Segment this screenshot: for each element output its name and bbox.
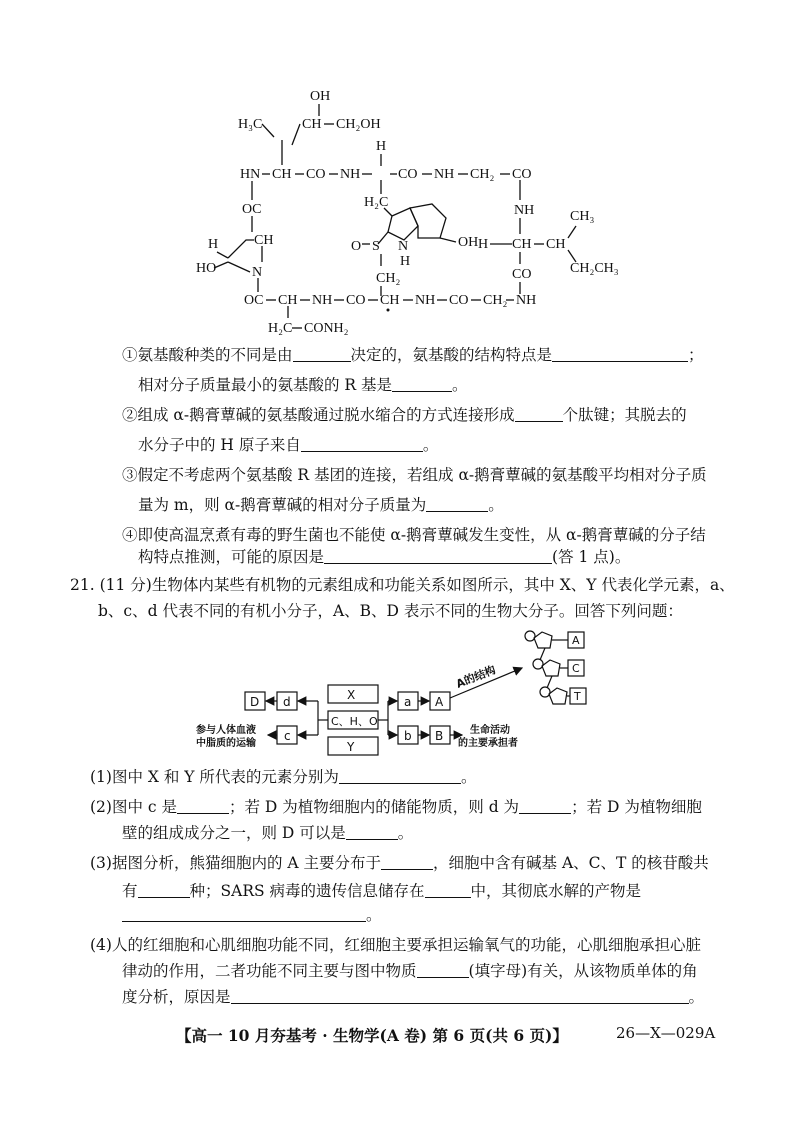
struct-label: S — [372, 239, 380, 254]
struct-label: H — [208, 237, 219, 252]
answer-blank[interactable] — [417, 961, 469, 978]
q20-item1-line1: ①氨基酸种类的不同是由 决定的，氨基酸的结构特点是 ； — [122, 346, 704, 364]
answer-blank[interactable] — [425, 881, 471, 898]
q20-item4-line1: ④即使高温烹煮有毒的野生菌也不能使 α-鹅膏蕈碱发生变性，从 α-鹅膏蕈碱的分子结 — [122, 526, 706, 544]
struct-label: N — [398, 239, 409, 254]
struct-label: HN — [240, 167, 261, 182]
q20-item2-line1: ②组成 α-鹅膏蕈碱的氨基酸通过脱水缩合的方式连接形成 个肽键；其脱去的 — [122, 406, 687, 424]
diagram-a: a — [404, 695, 412, 709]
diagram-A: A — [435, 695, 444, 709]
diagram-Y: Y — [347, 740, 355, 754]
struct-label: CO — [306, 167, 326, 182]
q20-item3-line2: 量为 m，则 α-鹅膏蕈碱的相对分子质量为 。 — [138, 496, 504, 514]
struct-label: CH — [380, 293, 400, 308]
struct-label: H₂C — [364, 195, 389, 210]
struct-label: OH — [458, 235, 479, 250]
struct-label: CH₂ — [376, 271, 401, 286]
struct-label: HO — [196, 261, 217, 276]
struct-label: H — [478, 237, 489, 252]
struct-label: CONH₂ — [304, 321, 349, 336]
answer-blank[interactable] — [381, 853, 433, 870]
q20-item3-line1: ③假定不考虑两个氨基酸 R 基团的连接，若组成 α-鹅膏蕈碱的氨基酸平均相对分子质 — [122, 466, 707, 484]
struct-label: OH — [310, 89, 331, 104]
struct-label: H — [376, 139, 387, 154]
struct-label: CO — [449, 293, 469, 308]
struct-label: CH₂ — [483, 293, 508, 308]
struct-label: CH₂OH — [336, 117, 381, 132]
struct-label: NH — [516, 293, 537, 308]
q21-part3-line1: (3)据图分析，熊猫细胞内的 A 主要分布于 ，细胞中含有碱基 A、C、T 的核苷酸共 — [90, 854, 709, 872]
struct-label: CH — [254, 233, 274, 248]
diagram-c: c — [284, 729, 291, 743]
struct-label: O — [351, 239, 362, 254]
q21-part3-line2: 有 种；SARS 病毒的遗传信息储存在 中，其彻底水解的产物是 — [122, 882, 642, 900]
q21-stem-line1: 21. (11 分)生物体内某些有机物的元素组成和功能关系如图所示，其中 X、Y 代表化学元素，a、 — [70, 576, 735, 594]
answer-blank[interactable] — [138, 881, 190, 898]
struct-label: CO — [346, 293, 366, 308]
q20-item4-line2: 构特点推测，可能的原因是 (答 1 点)。 — [138, 548, 631, 566]
diagram-base-C: C — [572, 662, 580, 675]
diagram-A-structure-label: A的结构 — [454, 663, 498, 691]
struct-label: H — [400, 254, 411, 269]
answer-blank[interactable] — [339, 767, 461, 784]
struct-label: OC — [244, 293, 264, 308]
diagram-X: X — [347, 688, 356, 702]
struct-label: N — [252, 265, 263, 280]
struct-label: H₂C — [268, 321, 293, 336]
q21-part2-line1: (2)图中 c 是 ；若 D 为植物细胞内的储能物质，则 d 为 ；若 D 为植物细胞 — [90, 798, 702, 816]
q20-item1-line2: 相对分子质量最小的氨基酸的 R 基是 。 — [138, 376, 468, 394]
struct-label: NH — [434, 167, 455, 182]
diagram-B: B — [435, 729, 444, 743]
struct-label: CH — [302, 117, 322, 132]
diagram-b: b — [404, 729, 412, 743]
q21-stem-line2: b、c、d 代表不同的有机小分子，A、B、D 表示不同的生物大分子。回答下列问题： — [98, 602, 683, 620]
struct-label: CH — [546, 237, 566, 252]
q21-part4-line2: 律动的作用，二者功能不同主要与图中物质 (填字母)有关，从该物质单体的角 — [122, 962, 698, 980]
diagram-base-T: T — [574, 690, 581, 703]
answer-blank[interactable] — [122, 905, 366, 922]
answer-blank[interactable] — [346, 823, 398, 840]
struct-label: CH₂CH₃ — [570, 261, 619, 276]
struct-label: H₃C — [238, 117, 263, 132]
diagram-lipid-label-1: 参与人体血液 — [196, 725, 256, 736]
struct-label: CH₃ — [570, 209, 595, 224]
struct-label: CH — [512, 237, 532, 252]
exam-code: 26—X—029A — [616, 1024, 716, 1042]
diagram-CHO: C、H、O — [331, 715, 378, 728]
diagram-life-label-1: 生命活动 — [470, 725, 510, 736]
struct-label: CH₂ — [470, 167, 495, 182]
q21-part4-line3: 度分析，原因是 。 — [122, 988, 705, 1006]
struct-label: CO — [398, 167, 418, 182]
struct-label: NH — [340, 167, 361, 182]
q21-part2-line2: 壁的组成成分之一，则 D 可以是 。 — [122, 824, 414, 842]
diagram-d: d — [283, 695, 291, 709]
q20-item2-line2: 水分子中的 H 原子来自 。 — [138, 436, 439, 454]
answer-blank[interactable] — [177, 797, 229, 814]
struct-label: NH — [312, 293, 333, 308]
q21-part1: (1)图中 X 和 Y 所代表的元素分别为 。 — [90, 768, 477, 786]
diagram-base-A: A — [572, 634, 580, 647]
diagram-lipid-label-2: 中脂质的运输 — [196, 738, 256, 749]
struct-label: CH — [278, 293, 298, 308]
diagram-life-label-2: 的主要承担者 — [458, 738, 518, 749]
page-footer: 【高一 10 月夯基考 · 生物学(A 卷) 第 6 页(共 6 页)】 — [176, 1026, 568, 1045]
struct-label: NH — [415, 293, 436, 308]
struct-label: CO — [512, 167, 532, 182]
struct-label: NH — [514, 203, 535, 218]
answer-blank[interactable] — [231, 987, 689, 1004]
q21-part4-line1: (4)人的红细胞和心肌细胞功能不同，红细胞主要承担运输氧气的功能，心肌细胞承担心脏 — [90, 936, 701, 954]
diagram-D: D — [250, 695, 260, 709]
struct-label: CO — [512, 267, 532, 282]
q21-part3-line3: 。 — [122, 904, 382, 926]
struct-label: CH — [272, 167, 292, 182]
struct-label: OC — [242, 202, 262, 217]
answer-blank[interactable] — [519, 797, 571, 814]
